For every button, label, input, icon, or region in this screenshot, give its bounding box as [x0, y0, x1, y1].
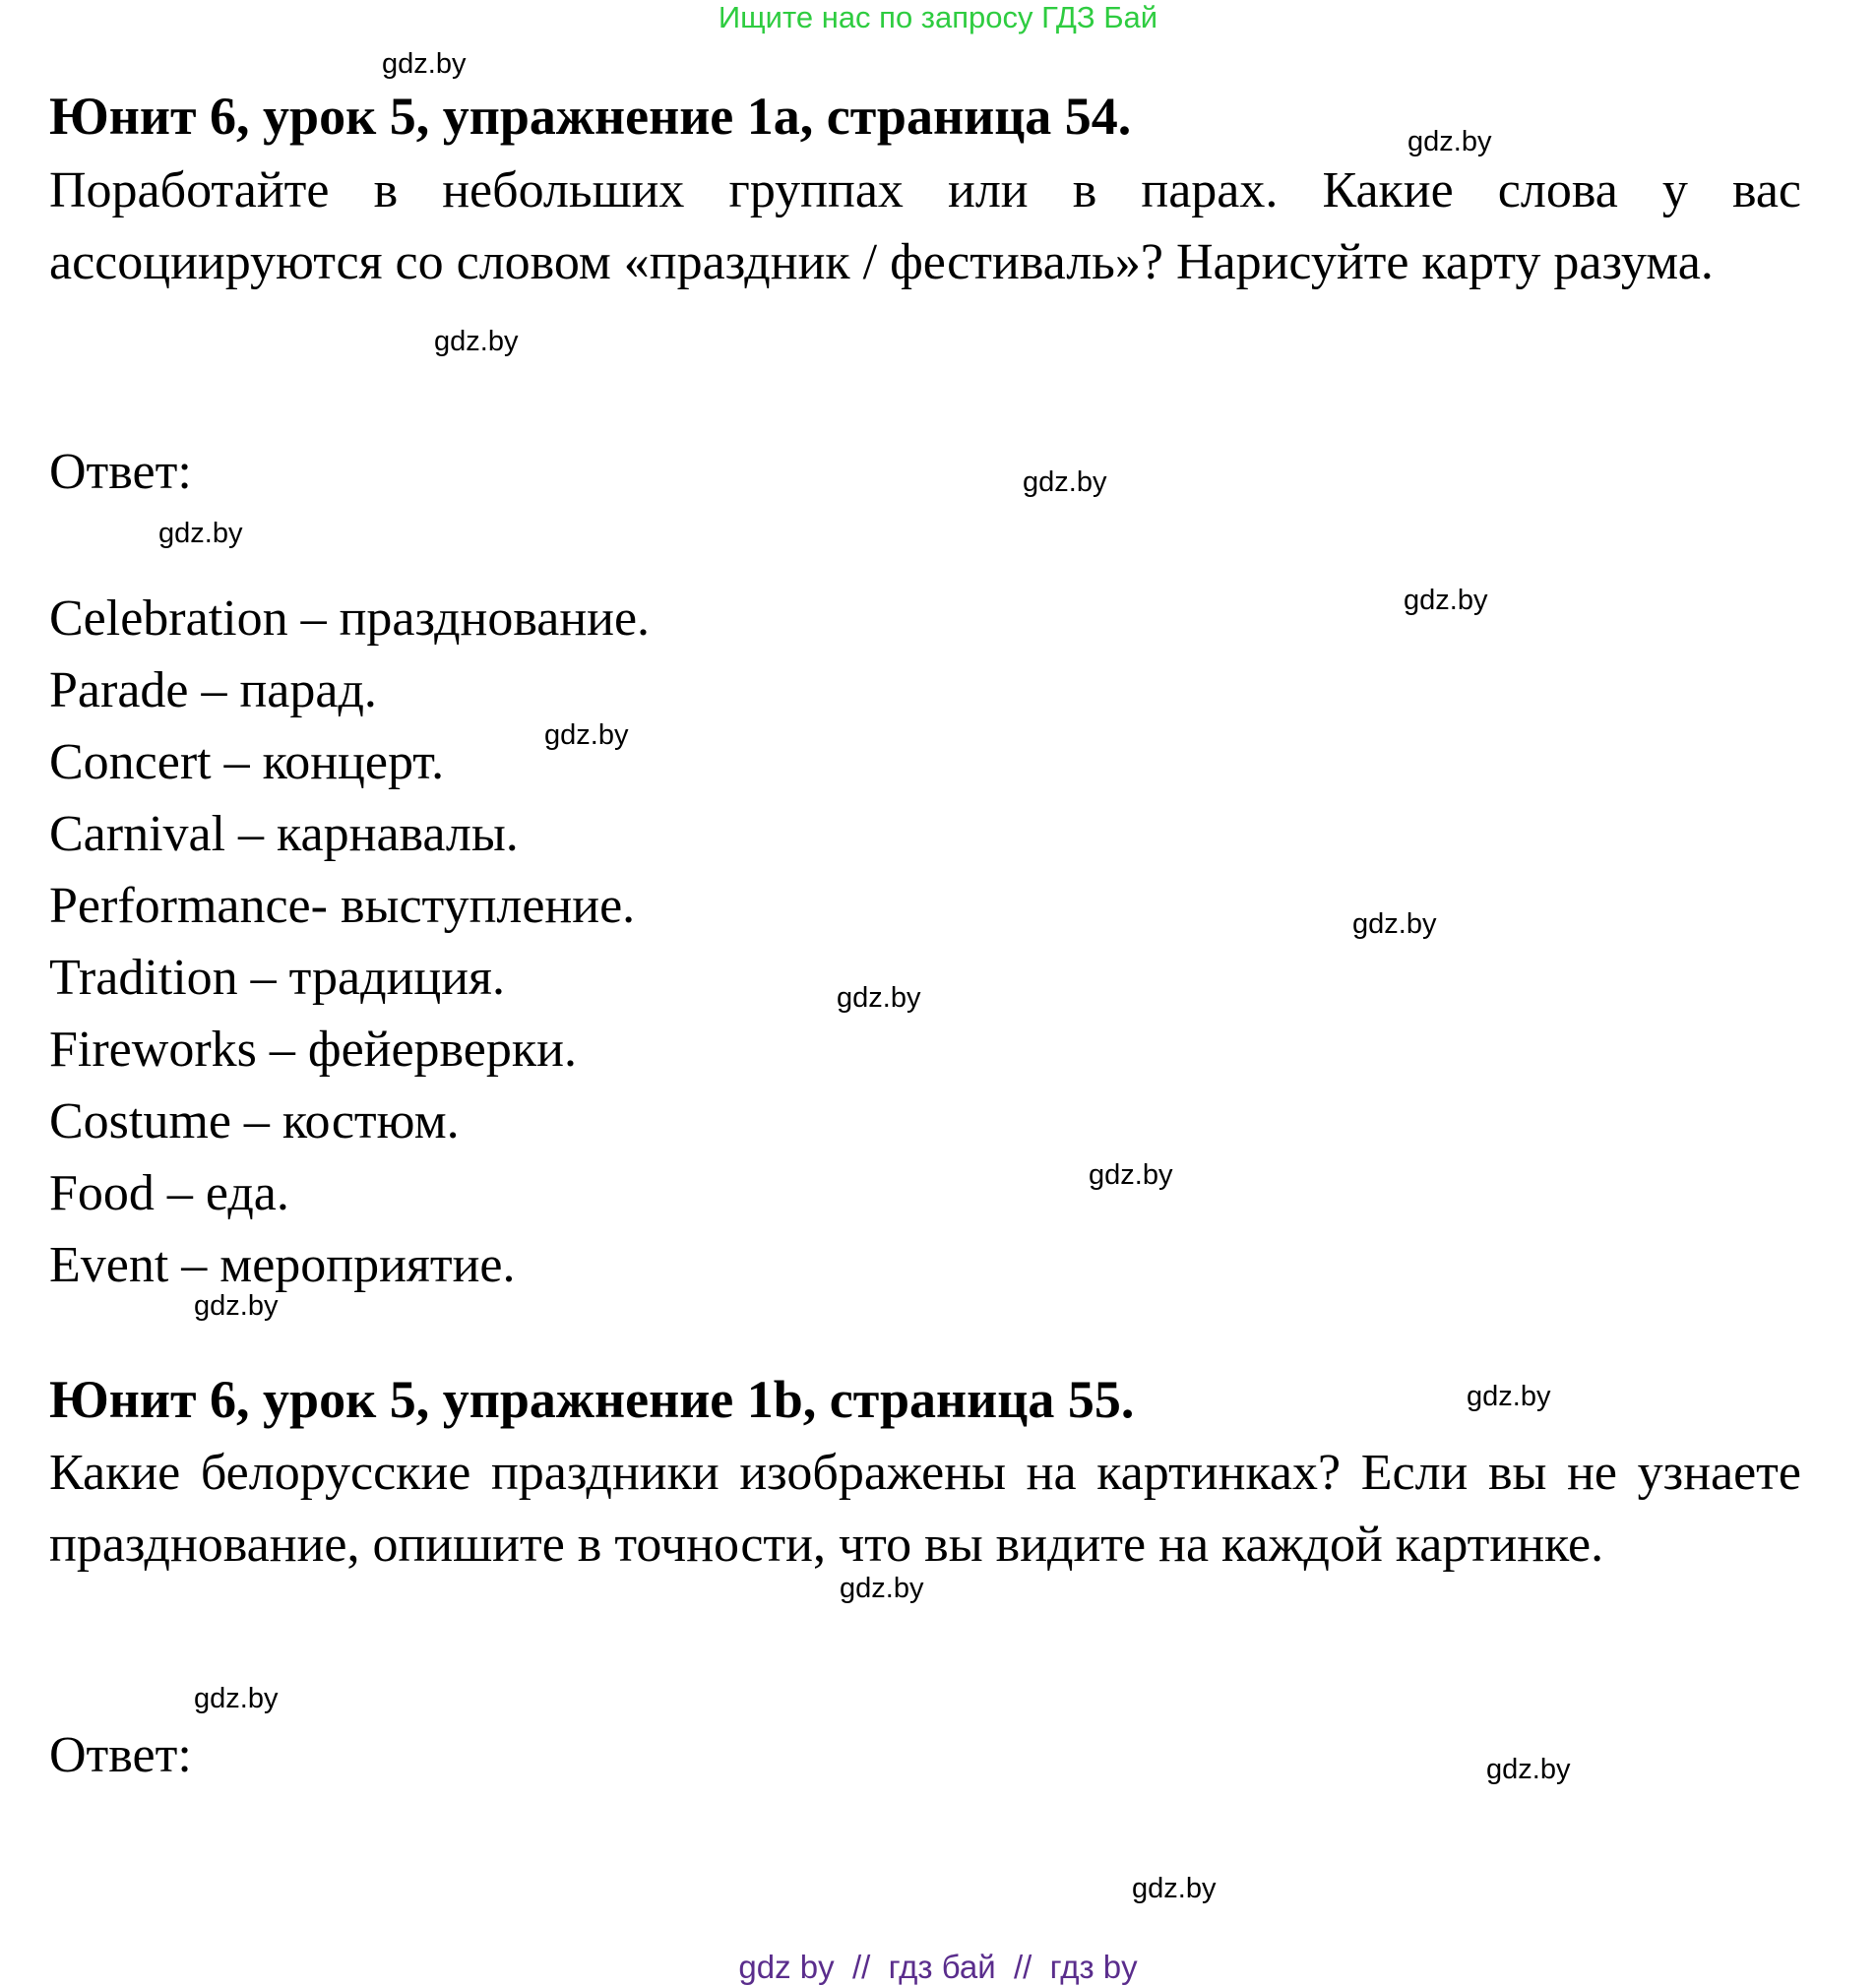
watermark: gdz.by	[1132, 1873, 1217, 1904]
watermark: gdz.by	[840, 1573, 924, 1604]
watermark: gdz.by	[1352, 908, 1437, 940]
section2-task: Какие белорусские праздники изображены на картинках? Если вы не узнаете празднование, опишите в точности, что вы видите на каждой картинке.	[49, 1445, 1801, 1573]
watermark: gdz.by	[194, 1683, 279, 1714]
section2-answer-label: Ответ:	[49, 1727, 192, 1783]
section1-heading: Юнит 6, урок 5, упражнение 1a, страница 54.	[49, 87, 1132, 146]
watermark: gdz.by	[194, 1290, 279, 1322]
watermark: gdz.by	[1023, 466, 1107, 498]
footer-links[interactable]: gdz by // гдз бай // гдз by	[738, 1949, 1138, 1985]
watermark: gdz.by	[1089, 1159, 1173, 1191]
watermark: gdz.by	[382, 48, 467, 80]
list-item: Food – еда.	[49, 1165, 289, 1221]
section2-heading: Юнит 6, урок 5, упражнение 1b, страница 55.	[49, 1370, 1135, 1429]
watermark: gdz.by	[544, 719, 629, 751]
watermark: gdz.by	[1467, 1381, 1551, 1412]
watermark: gdz.by	[1404, 585, 1488, 616]
watermark: gdz.by	[1407, 126, 1492, 157]
watermark: gdz.by	[434, 326, 519, 357]
list-item: Tradition – традиция.	[49, 950, 505, 1006]
section1-answer-label: Ответ:	[49, 444, 192, 500]
list-item: Parade – парад.	[49, 662, 377, 718]
watermark: gdz.by	[158, 518, 243, 549]
watermark: gdz.by	[1486, 1754, 1571, 1785]
top-banner[interactable]: Ищите нас по запросу ГДЗ Бай	[718, 0, 1158, 34]
list-item: Celebration – празднование.	[49, 590, 651, 647]
list-item: Concert – концерт.	[49, 734, 445, 790]
list-item: Carnival – карнавалы.	[49, 806, 519, 862]
section1-task: Поработайте в небольших группах или в парах. Какие слова у вас ассоциируются со словом «праздник / фестиваль»? Нарисуйте карту разума.	[49, 162, 1801, 290]
section1-word-list	[49, 583, 650, 1301]
list-item: Costume – костюм.	[49, 1093, 460, 1149]
list-item: Fireworks – фейерверки.	[49, 1022, 577, 1078]
list-item: Performance- выступление.	[49, 878, 636, 934]
watermark: gdz.by	[837, 982, 921, 1014]
list-item: Event – мероприятие.	[49, 1237, 516, 1293]
